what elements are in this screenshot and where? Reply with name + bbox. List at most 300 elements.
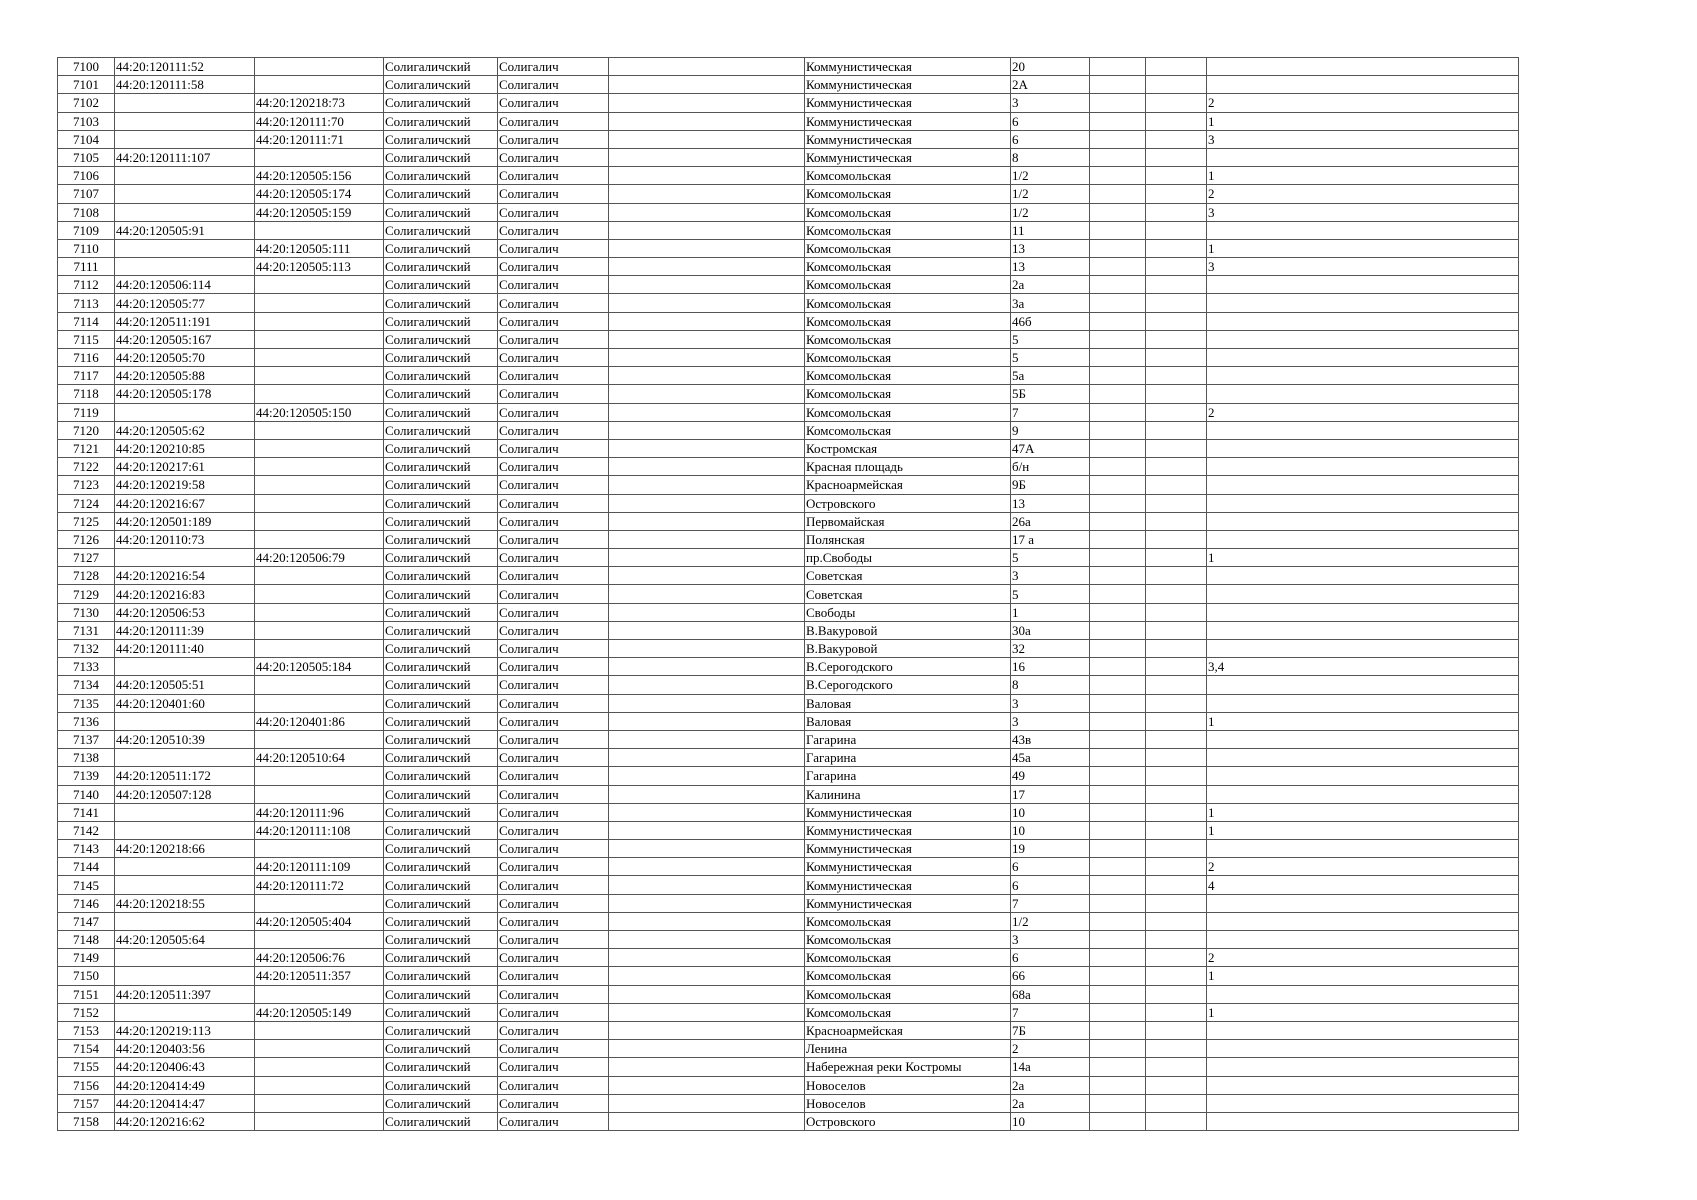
blank-cell bbox=[609, 421, 805, 439]
district-cell: Солигаличский bbox=[384, 403, 498, 421]
blank-cell bbox=[1090, 858, 1146, 876]
house-number-cell: 13 bbox=[1011, 258, 1090, 276]
district-cell: Солигаличский bbox=[384, 549, 498, 567]
district-cell: Солигаличский bbox=[384, 239, 498, 257]
house-number-cell: 17 bbox=[1011, 785, 1090, 803]
blank-cell bbox=[609, 967, 805, 985]
blank-cell bbox=[609, 821, 805, 839]
table-row bbox=[58, 894, 1519, 912]
table-row bbox=[58, 330, 1519, 348]
district-cell: Солигаличский bbox=[384, 912, 498, 930]
street-cell: Коммунистическая bbox=[805, 76, 1011, 94]
house-number-cell: 10 bbox=[1011, 1112, 1090, 1130]
blank-cell bbox=[609, 567, 805, 585]
row-number-cell: 7119 bbox=[58, 403, 115, 421]
cadastral-number-cell bbox=[115, 185, 255, 203]
blank-cell bbox=[1090, 239, 1146, 257]
district-cell: Солигаличский bbox=[384, 658, 498, 676]
blank-cell bbox=[1146, 876, 1207, 894]
locality-cell: Солигалич bbox=[498, 185, 609, 203]
house-number-cell: 30а bbox=[1011, 621, 1090, 639]
blank-cell bbox=[1090, 658, 1146, 676]
house-number-cell: 5Б bbox=[1011, 385, 1090, 403]
row-number-cell: 7109 bbox=[58, 221, 115, 239]
blank-cell bbox=[1090, 694, 1146, 712]
blank-cell bbox=[1090, 330, 1146, 348]
table-row bbox=[58, 712, 1519, 730]
district-cell: Солигаличский bbox=[384, 530, 498, 548]
apartment-cell bbox=[1207, 840, 1519, 858]
blank-cell bbox=[609, 185, 805, 203]
street-cell: Коммунистическая bbox=[805, 803, 1011, 821]
cadastral-number-cell: 44:20:120110:73 bbox=[115, 530, 255, 548]
blank-cell bbox=[1090, 912, 1146, 930]
object-cadastral-number-cell bbox=[255, 676, 384, 694]
blank-cell bbox=[609, 1094, 805, 1112]
house-number-cell: 66 bbox=[1011, 967, 1090, 985]
table-row bbox=[58, 203, 1519, 221]
locality-cell: Солигалич bbox=[498, 221, 609, 239]
apartment-cell bbox=[1207, 294, 1519, 312]
blank-cell bbox=[1090, 203, 1146, 221]
table-row bbox=[58, 931, 1519, 949]
apartment-cell: 3,4 bbox=[1207, 658, 1519, 676]
blank-cell bbox=[1146, 912, 1207, 930]
street-cell: Комсомольская bbox=[805, 967, 1011, 985]
blank-cell bbox=[609, 148, 805, 166]
cadastral-number-cell: 44:20:120506:114 bbox=[115, 276, 255, 294]
object-cadastral-number-cell bbox=[255, 221, 384, 239]
table-row bbox=[58, 512, 1519, 530]
district-cell: Солигаличский bbox=[384, 185, 498, 203]
object-cadastral-number-cell bbox=[255, 385, 384, 403]
blank-cell bbox=[609, 403, 805, 421]
cadastral-number-cell bbox=[115, 94, 255, 112]
locality-cell: Солигалич bbox=[498, 76, 609, 94]
blank-cell bbox=[1146, 148, 1207, 166]
apartment-cell bbox=[1207, 148, 1519, 166]
locality-cell: Солигалич bbox=[498, 640, 609, 658]
blank-cell bbox=[609, 312, 805, 330]
locality-cell: Солигалич bbox=[498, 167, 609, 185]
object-cadastral-number-cell: 44:20:120111:70 bbox=[255, 112, 384, 130]
row-number-cell: 7104 bbox=[58, 130, 115, 148]
table-row bbox=[58, 58, 1519, 76]
blank-cell bbox=[1090, 821, 1146, 839]
district-cell: Солигаличский bbox=[384, 894, 498, 912]
street-cell: В.Вакуровой bbox=[805, 621, 1011, 639]
blank-cell bbox=[1146, 221, 1207, 239]
street-cell: Коммунистическая bbox=[805, 130, 1011, 148]
cadastral-number-cell bbox=[115, 203, 255, 221]
cadastral-number-cell: 44:20:120111:107 bbox=[115, 148, 255, 166]
blank-cell bbox=[1090, 985, 1146, 1003]
object-cadastral-number-cell bbox=[255, 276, 384, 294]
cadastral-number-cell: 44:20:120505:77 bbox=[115, 294, 255, 312]
blank-cell bbox=[1146, 730, 1207, 748]
blank-cell bbox=[1146, 385, 1207, 403]
district-cell: Солигаличский bbox=[384, 58, 498, 76]
table-row bbox=[58, 858, 1519, 876]
apartment-cell bbox=[1207, 421, 1519, 439]
district-cell: Солигаличский bbox=[384, 167, 498, 185]
cadastral-number-cell bbox=[115, 712, 255, 730]
apartment-cell bbox=[1207, 640, 1519, 658]
blank-cell bbox=[609, 258, 805, 276]
cadastral-number-cell: 44:20:120511:397 bbox=[115, 985, 255, 1003]
cadastral-number-cell: 44:20:120505:91 bbox=[115, 221, 255, 239]
blank-cell bbox=[609, 658, 805, 676]
street-cell: Комсомольская bbox=[805, 421, 1011, 439]
object-cadastral-number-cell: 44:20:120111:71 bbox=[255, 130, 384, 148]
object-cadastral-number-cell bbox=[255, 294, 384, 312]
blank-cell bbox=[609, 112, 805, 130]
house-number-cell: 3 bbox=[1011, 567, 1090, 585]
table-row bbox=[58, 803, 1519, 821]
house-number-cell: 5а bbox=[1011, 367, 1090, 385]
blank-cell bbox=[1146, 1040, 1207, 1058]
district-cell: Солигаличский bbox=[384, 1112, 498, 1130]
cadastral-number-cell: 44:20:120505:178 bbox=[115, 385, 255, 403]
street-cell: Коммунистическая bbox=[805, 94, 1011, 112]
row-number-cell: 7132 bbox=[58, 640, 115, 658]
object-cadastral-number-cell: 44:20:120505:159 bbox=[255, 203, 384, 221]
blank-cell bbox=[1090, 258, 1146, 276]
blank-cell bbox=[609, 894, 805, 912]
row-number-cell: 7107 bbox=[58, 185, 115, 203]
object-cadastral-number-cell: 44:20:120505:404 bbox=[255, 912, 384, 930]
blank-cell bbox=[1146, 985, 1207, 1003]
cadastral-number-cell: 44:20:120111:58 bbox=[115, 76, 255, 94]
locality-cell: Солигалич bbox=[498, 621, 609, 639]
locality-cell: Солигалич bbox=[498, 585, 609, 603]
object-cadastral-number-cell bbox=[255, 349, 384, 367]
apartment-cell bbox=[1207, 621, 1519, 639]
locality-cell: Солигалич bbox=[498, 403, 609, 421]
district-cell: Солигаличский bbox=[384, 785, 498, 803]
table-row bbox=[58, 549, 1519, 567]
locality-cell: Солигалич bbox=[498, 458, 609, 476]
object-cadastral-number-cell bbox=[255, 603, 384, 621]
blank-cell bbox=[1146, 112, 1207, 130]
locality-cell: Солигалич bbox=[498, 276, 609, 294]
house-number-cell: 43в bbox=[1011, 730, 1090, 748]
district-cell: Солигаличский bbox=[384, 767, 498, 785]
blank-cell bbox=[1090, 385, 1146, 403]
table-row bbox=[58, 1040, 1519, 1058]
blank-cell bbox=[609, 439, 805, 457]
blank-cell bbox=[609, 94, 805, 112]
apartment-cell: 2 bbox=[1207, 94, 1519, 112]
street-cell: Комсомольская bbox=[805, 312, 1011, 330]
street-cell: Комсомольская bbox=[805, 385, 1011, 403]
cadastral-number-cell bbox=[115, 876, 255, 894]
table-row bbox=[58, 785, 1519, 803]
blank-cell bbox=[1090, 931, 1146, 949]
cadastral-number-cell bbox=[115, 749, 255, 767]
blank-cell bbox=[609, 603, 805, 621]
street-cell: Комсомольская bbox=[805, 221, 1011, 239]
object-cadastral-number-cell bbox=[255, 439, 384, 457]
object-cadastral-number-cell: 44:20:120111:108 bbox=[255, 821, 384, 839]
object-cadastral-number-cell bbox=[255, 767, 384, 785]
apartment-cell bbox=[1207, 749, 1519, 767]
blank-cell bbox=[1146, 94, 1207, 112]
object-cadastral-number-cell: 44:20:120505:111 bbox=[255, 239, 384, 257]
house-number-cell: 2А bbox=[1011, 76, 1090, 94]
table-row bbox=[58, 658, 1519, 676]
district-cell: Солигаличский bbox=[384, 621, 498, 639]
blank-cell bbox=[1090, 894, 1146, 912]
street-cell: Коммунистическая bbox=[805, 58, 1011, 76]
blank-cell bbox=[1146, 712, 1207, 730]
object-cadastral-number-cell bbox=[255, 494, 384, 512]
row-number-cell: 7136 bbox=[58, 712, 115, 730]
blank-cell bbox=[1146, 203, 1207, 221]
house-number-cell: 3 bbox=[1011, 94, 1090, 112]
cadastral-number-cell bbox=[115, 112, 255, 130]
apartment-cell: 2 bbox=[1207, 858, 1519, 876]
row-number-cell: 7102 bbox=[58, 94, 115, 112]
blank-cell bbox=[1090, 439, 1146, 457]
row-number-cell: 7134 bbox=[58, 676, 115, 694]
blank-cell bbox=[1090, 567, 1146, 585]
apartment-cell: 3 bbox=[1207, 130, 1519, 148]
row-number-cell: 7116 bbox=[58, 349, 115, 367]
blank-cell bbox=[1090, 185, 1146, 203]
locality-cell: Солигалич bbox=[498, 767, 609, 785]
row-number-cell: 7141 bbox=[58, 803, 115, 821]
blank-cell bbox=[1090, 1003, 1146, 1021]
cadastral-number-cell: 44:20:120216:83 bbox=[115, 585, 255, 603]
object-cadastral-number-cell bbox=[255, 785, 384, 803]
street-cell: Комсомольская bbox=[805, 949, 1011, 967]
blank-cell bbox=[1090, 676, 1146, 694]
blank-cell bbox=[609, 512, 805, 530]
blank-cell bbox=[1090, 967, 1146, 985]
apartment-cell bbox=[1207, 694, 1519, 712]
district-cell: Солигаличский bbox=[384, 694, 498, 712]
blank-cell bbox=[1090, 276, 1146, 294]
object-cadastral-number-cell bbox=[255, 530, 384, 548]
blank-cell bbox=[1090, 549, 1146, 567]
house-number-cell: 2а bbox=[1011, 1094, 1090, 1112]
object-cadastral-number-cell: 44:20:120510:64 bbox=[255, 749, 384, 767]
cadastral-number-cell bbox=[115, 821, 255, 839]
house-number-cell: 3а bbox=[1011, 294, 1090, 312]
apartment-cell bbox=[1207, 931, 1519, 949]
row-number-cell: 7100 bbox=[58, 58, 115, 76]
blank-cell bbox=[1090, 876, 1146, 894]
blank-cell bbox=[1090, 458, 1146, 476]
district-cell: Солигаличский bbox=[384, 494, 498, 512]
blank-cell bbox=[1146, 294, 1207, 312]
object-cadastral-number-cell: 44:20:120111:72 bbox=[255, 876, 384, 894]
blank-cell bbox=[1146, 421, 1207, 439]
blank-cell bbox=[609, 767, 805, 785]
locality-cell: Солигалич bbox=[498, 858, 609, 876]
house-number-cell: 10 bbox=[1011, 821, 1090, 839]
object-cadastral-number-cell bbox=[255, 312, 384, 330]
street-cell: Комсомольская bbox=[805, 203, 1011, 221]
house-number-cell: 19 bbox=[1011, 840, 1090, 858]
table-row bbox=[58, 1112, 1519, 1130]
street-cell: Комсомольская bbox=[805, 349, 1011, 367]
cadastral-number-cell: 44:20:120111:52 bbox=[115, 58, 255, 76]
district-cell: Солигаличский bbox=[384, 749, 498, 767]
street-cell: В.Серогодского bbox=[805, 658, 1011, 676]
blank-cell bbox=[609, 1021, 805, 1039]
object-cadastral-number-cell bbox=[255, 730, 384, 748]
blank-cell bbox=[609, 985, 805, 1003]
apartment-cell bbox=[1207, 912, 1519, 930]
blank-cell bbox=[1146, 530, 1207, 548]
apartment-cell bbox=[1207, 312, 1519, 330]
blank-cell bbox=[1090, 603, 1146, 621]
street-cell: Коммунистическая bbox=[805, 858, 1011, 876]
row-number-cell: 7135 bbox=[58, 694, 115, 712]
object-cadastral-number-cell bbox=[255, 458, 384, 476]
house-number-cell: 16 bbox=[1011, 658, 1090, 676]
blank-cell bbox=[1090, 94, 1146, 112]
row-number-cell: 7113 bbox=[58, 294, 115, 312]
cadastral-number-cell: 44:20:120406:43 bbox=[115, 1058, 255, 1076]
apartment-cell: 2 bbox=[1207, 949, 1519, 967]
apartment-cell bbox=[1207, 367, 1519, 385]
street-cell: В.Вакуровой bbox=[805, 640, 1011, 658]
blank-cell bbox=[609, 76, 805, 94]
blank-cell bbox=[1146, 239, 1207, 257]
blank-cell bbox=[1146, 1112, 1207, 1130]
cadastral-number-cell: 44:20:120111:39 bbox=[115, 621, 255, 639]
object-cadastral-number-cell: 44:20:120401:86 bbox=[255, 712, 384, 730]
blank-cell bbox=[609, 476, 805, 494]
object-cadastral-number-cell: 44:20:120505:174 bbox=[255, 185, 384, 203]
cadastral-number-cell: 44:20:120414:47 bbox=[115, 1094, 255, 1112]
street-cell: Комсомольская bbox=[805, 931, 1011, 949]
blank-cell bbox=[1146, 403, 1207, 421]
blank-cell bbox=[1090, 767, 1146, 785]
row-number-cell: 7114 bbox=[58, 312, 115, 330]
row-number-cell: 7120 bbox=[58, 421, 115, 439]
blank-cell bbox=[1146, 476, 1207, 494]
blank-cell bbox=[1146, 458, 1207, 476]
house-number-cell: 13 bbox=[1011, 239, 1090, 257]
blank-cell bbox=[609, 676, 805, 694]
cadastral-number-cell: 44:20:120216:67 bbox=[115, 494, 255, 512]
street-cell: Комсомольская bbox=[805, 185, 1011, 203]
district-cell: Солигаличский bbox=[384, 567, 498, 585]
district-cell: Солигаличский bbox=[384, 258, 498, 276]
row-number-cell: 7143 bbox=[58, 840, 115, 858]
blank-cell bbox=[1146, 803, 1207, 821]
blank-cell bbox=[1090, 1112, 1146, 1130]
district-cell: Солигаличский bbox=[384, 94, 498, 112]
apartment-cell bbox=[1207, 530, 1519, 548]
district-cell: Солигаличский bbox=[384, 1076, 498, 1094]
house-number-cell: 17 а bbox=[1011, 530, 1090, 548]
row-number-cell: 7133 bbox=[58, 658, 115, 676]
house-number-cell: 5 bbox=[1011, 349, 1090, 367]
apartment-cell: 1 bbox=[1207, 549, 1519, 567]
apartment-cell bbox=[1207, 58, 1519, 76]
apartment-cell bbox=[1207, 730, 1519, 748]
locality-cell: Солигалич bbox=[498, 712, 609, 730]
locality-cell: Солигалич bbox=[498, 730, 609, 748]
locality-cell: Солигалич bbox=[498, 94, 609, 112]
row-number-cell: 7154 bbox=[58, 1040, 115, 1058]
register-table-body bbox=[58, 58, 1519, 1131]
cadastral-number-cell bbox=[115, 858, 255, 876]
blank-cell bbox=[1146, 130, 1207, 148]
table-row bbox=[58, 112, 1519, 130]
cadastral-number-cell: 44:20:120401:60 bbox=[115, 694, 255, 712]
locality-cell: Солигалич bbox=[498, 1003, 609, 1021]
house-number-cell: 3 bbox=[1011, 931, 1090, 949]
register-table bbox=[57, 57, 1519, 1131]
object-cadastral-number-cell bbox=[255, 476, 384, 494]
cadastral-number-cell: 44:20:120219:58 bbox=[115, 476, 255, 494]
blank-cell bbox=[1090, 1094, 1146, 1112]
blank-cell bbox=[609, 1003, 805, 1021]
table-row bbox=[58, 239, 1519, 257]
locality-cell: Солигалич bbox=[498, 985, 609, 1003]
district-cell: Солигаличский bbox=[384, 439, 498, 457]
cadastral-number-cell bbox=[115, 912, 255, 930]
street-cell: Островского bbox=[805, 1112, 1011, 1130]
blank-cell bbox=[609, 912, 805, 930]
blank-cell bbox=[1090, 803, 1146, 821]
blank-cell bbox=[609, 1058, 805, 1076]
row-number-cell: 7121 bbox=[58, 439, 115, 457]
cadastral-number-cell: 44:20:120218:55 bbox=[115, 894, 255, 912]
district-cell: Солигаличский bbox=[384, 112, 498, 130]
blank-cell bbox=[1090, 167, 1146, 185]
locality-cell: Солигалич bbox=[498, 821, 609, 839]
district-cell: Солигаличский bbox=[384, 458, 498, 476]
locality-cell: Солигалич bbox=[498, 294, 609, 312]
apartment-cell: 1 bbox=[1207, 821, 1519, 839]
cadastral-number-cell: 44:20:120217:61 bbox=[115, 458, 255, 476]
cadastral-number-cell bbox=[115, 658, 255, 676]
cadastral-number-cell: 44:20:120505:70 bbox=[115, 349, 255, 367]
row-number-cell: 7129 bbox=[58, 585, 115, 603]
locality-cell: Солигалич bbox=[498, 476, 609, 494]
blank-cell bbox=[1090, 512, 1146, 530]
cadastral-number-cell: 44:20:120505:62 bbox=[115, 421, 255, 439]
blank-cell bbox=[1090, 749, 1146, 767]
street-cell: Первомайская bbox=[805, 512, 1011, 530]
blank-cell bbox=[609, 1040, 805, 1058]
object-cadastral-number-cell: 44:20:120111:96 bbox=[255, 803, 384, 821]
table-row bbox=[58, 349, 1519, 367]
row-number-cell: 7115 bbox=[58, 330, 115, 348]
cadastral-number-cell bbox=[115, 1003, 255, 1021]
locality-cell: Солигалич bbox=[498, 258, 609, 276]
cadastral-number-cell bbox=[115, 549, 255, 567]
object-cadastral-number-cell bbox=[255, 1094, 384, 1112]
cadastral-number-cell: 44:20:120511:172 bbox=[115, 767, 255, 785]
district-cell: Солигаличский bbox=[384, 312, 498, 330]
row-number-cell: 7137 bbox=[58, 730, 115, 748]
table-row bbox=[58, 312, 1519, 330]
table-row bbox=[58, 949, 1519, 967]
district-cell: Солигаличский bbox=[384, 276, 498, 294]
row-number-cell: 7155 bbox=[58, 1058, 115, 1076]
cadastral-number-cell: 44:20:120501:189 bbox=[115, 512, 255, 530]
house-number-cell: 8 bbox=[1011, 148, 1090, 166]
district-cell: Солигаличский bbox=[384, 967, 498, 985]
